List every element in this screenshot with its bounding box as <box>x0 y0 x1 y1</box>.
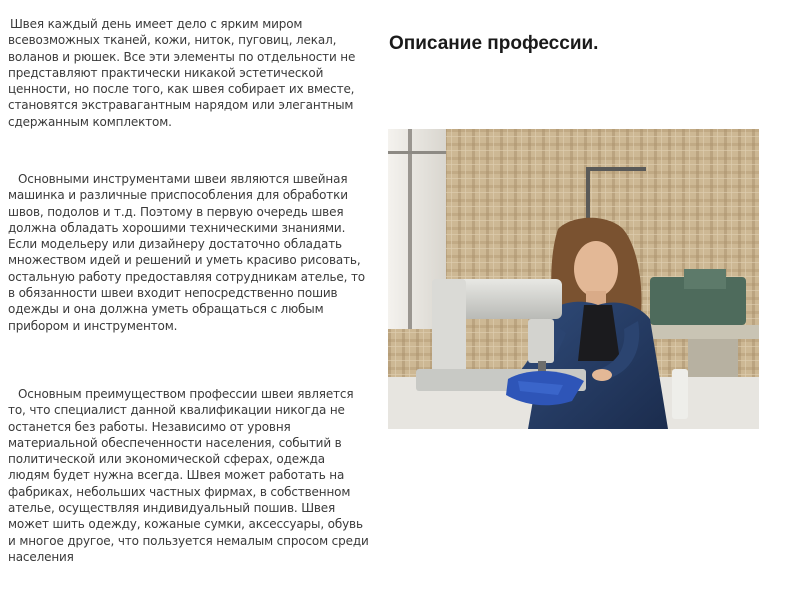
paragraph-intro: Швея каждый день имеет дело с ярким миром всевозможных тканей, кожи, ниток, пуговиц, лекал, воланов и рюшек. Все эти элементы по отдельности не представляют практически никакой эстетической ценности, но после того, как швея собирает их вместе, становятся экстравагантным нарядом или элегантным сдержанным комплектом. <box>8 17 356 129</box>
seamstress-photo <box>388 129 759 429</box>
paragraph-advantages: Основным преимуществом профессии швеи является то, что специалист данной квалификации никогда не останется без работы. Независимо от уровня материальной обеспеченности населения, событий в политической или экономической сферах, одежда людям будет нужна всегда. Швея может работать на фабриках, небольших частных фирмах, в собственном ателье, осуществляя индивидуальный пошив. Швея может шить одежду, кожаные сумки, аксессуары, обувь и многое другое, что пользуется немалым спросом среди населения <box>8 387 369 564</box>
paragraph-tools: Основными инструментами швеи являются швейная машинка и различные приспособления для обработки швов, подолов и т.д. Поэтому в первую очередь швея должна обладать хорошими техническими знаниями. Если модельеру или дизайнеру достаточно обладать множеством идей и решений и уметь красиво рисовать, остальную работу предоставляя сотрудникам ателье, то в обязанности швеи входит непосредственно пошив одежды и она должна уметь обращаться с любым прибором и инструментом. <box>8 172 365 333</box>
slide-heading: Описание профессии. <box>389 33 599 54</box>
